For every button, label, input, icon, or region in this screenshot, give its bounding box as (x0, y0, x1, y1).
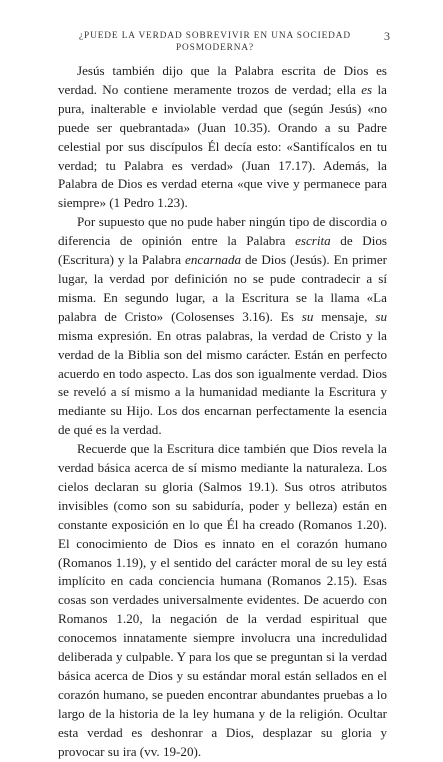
italic-run: encarnada (185, 252, 242, 268)
italic-run: es (361, 81, 373, 97)
page-number: 3 (384, 29, 390, 43)
italic-run: su (301, 308, 314, 324)
text-run: mensaje, (313, 308, 376, 324)
text-run: la pura, inalterable e inviolable verdad que (según Jesús) «no puede ser quebrantada» (Juan 10.35). Orando a su Padre celestial por sus discípulos Él decía esto: «Santifícalos en tu verdad; tu Palabra es verdad» (Juan 17.17). Además, la Palabra de Dios es verdad eterna «que vive y permanece para siempre» (1 Pedro 1.23). (58, 81, 387, 211)
italic-run: escrita (295, 233, 331, 249)
body-text (58, 62, 387, 762)
text-run: Recuerde que la Escritura dice también que Dios revela la verdad básica acerca de sí mismo mediante la naturaleza. Los cielos declaran su gloria (Salmos 19.1). Sus otros atributos invisibles (como son su sabiduría, poder y belleza) están en constante exposición en lo que Él ha creado (Romanos 1.20). El conocimiento de Dios es innato en el corazón humano (Romanos 1.19), y el sentido del carácter moral de su ley está implícito en cada conciencia humana (Romanos 2.15). Esas cosas son verdades universalmente evidentes. De acuerdo con Romanos 1.20, la negación de la verdad espiritual que conocemos innatamente siempre involucra una incredulidad deliberada y culpable. Y para los que se preguntan si la verdad básica acerca de Dios y su estándar moral están sellados en el corazón humano, se pueden encontrar abundantes pruebas a lo largo de la historia de la ley humana y de la religión. Ocultar esta verdad es deshonrar a Dios, desplazar su gloria y provocar su ira (vv. 19-20). (58, 441, 387, 759)
text-run: Jesús también dijo que la Palabra escrita de Dios es verdad. No contiene meramente trozos de verdad; ella (58, 63, 387, 97)
paragraph-2 (58, 213, 387, 440)
text-run: misma expresión. En otras palabras, la verdad de Cristo y la verdad de la Biblia son del mismo carácter. Están en perfecto acuerdo en todo aspecto. Las dos son igualmente verdad. Dios se reveló a sí mismo a la humanidad mediante la Escritura y mediante su Hijo. Los dos encarnan perfectamente la esencia de qué es la verdad. (58, 327, 387, 438)
text-run: de Dios (Jesús). En primer lugar, la verdad por definición no se pude contradecir a sí misma. En segundo lugar, a la Escritura se la llama «La palabra de Cristo» (Colosenses 3.16). Es (58, 252, 387, 324)
running-head: ¿PUEDE LA VERDAD SOBREVIVIR EN UNA SOCIEDAD POSMODERNA? (79, 31, 351, 53)
text-run: de Dios (Escritura) y la Palabra (58, 233, 387, 268)
text-run: Por supuesto que no pude haber ningún tipo de discordia o diferencia de opinión entre la Palabra (58, 214, 387, 249)
paragraph-1 (58, 62, 387, 213)
italic-run: su (375, 308, 387, 324)
paragraph-3 (58, 440, 387, 761)
